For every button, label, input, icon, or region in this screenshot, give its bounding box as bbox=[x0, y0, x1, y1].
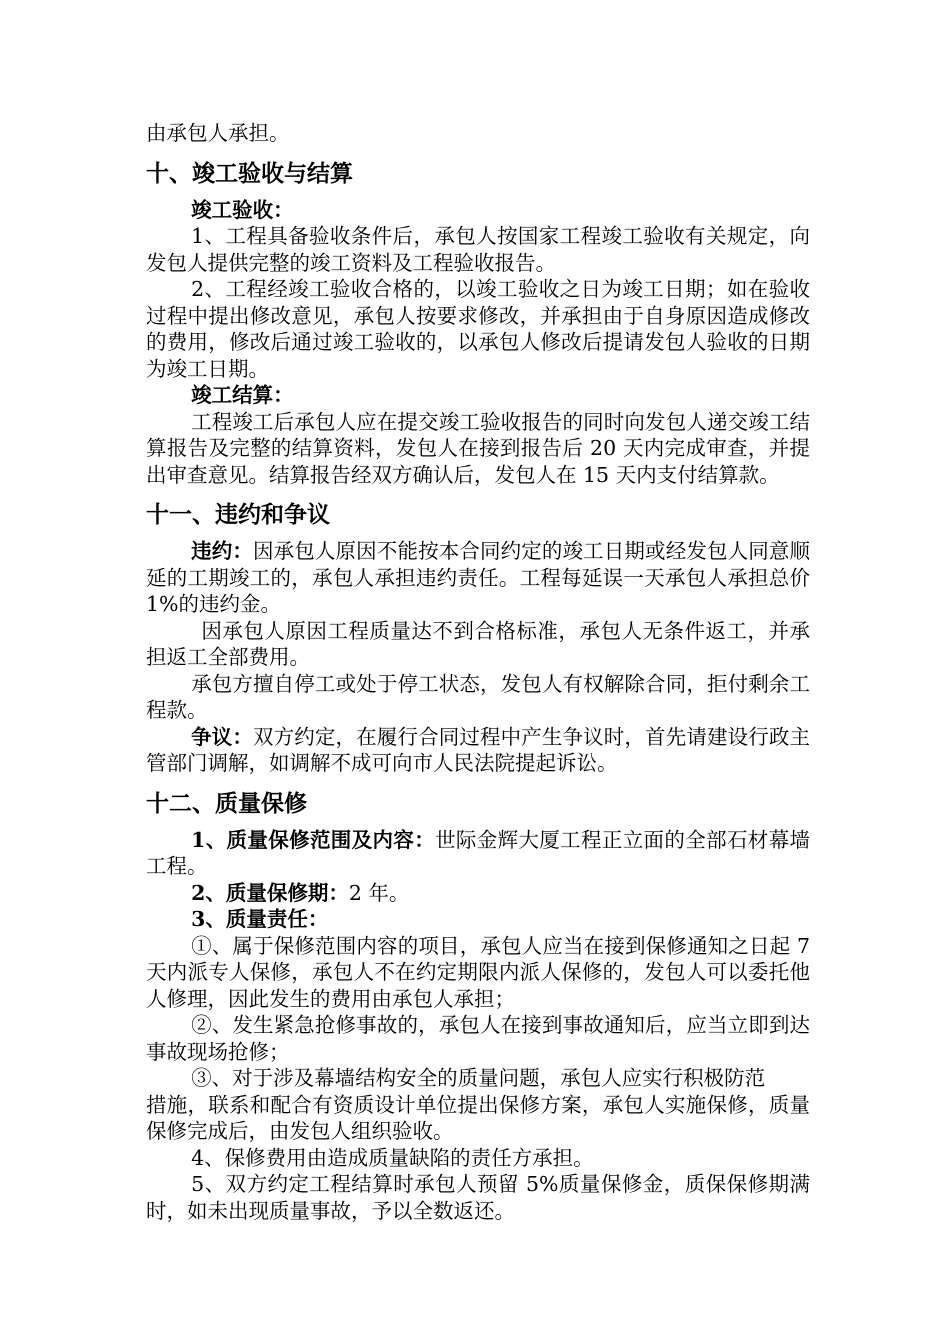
subheading-completion-acceptance: 竣工验收： bbox=[191, 197, 294, 222]
warranty-scope-text: 世际金辉大厦工程正立面的全部石材幕墙工程。 bbox=[146, 827, 811, 878]
paragraph-responsibility-3-cont: 措施，联系和配合有资质设计单位提出保修方案，承包人实施保修，质量保修完成后，由发包人组织验收。 bbox=[146, 1092, 810, 1143]
warranty-period-text: 2 年。 bbox=[348, 880, 410, 905]
document-body bbox=[146, 120, 810, 1224]
paragraph-continuation: 由承包人承担。 bbox=[146, 121, 290, 145]
paragraph-responsibility-3: ③、对于涉及幕墙结构安全的质量问题，承包人应实行积极防范 bbox=[191, 1066, 766, 1090]
paragraph-repair-cost: 4、保修费用由造成质量缺陷的责任方承担。 bbox=[191, 1145, 594, 1170]
paragraph-responsibility-2: ②、发生紧急抢修事故的，承包人在接到事故通知后，应当立即到达事故现场抢修； bbox=[146, 1013, 810, 1064]
paragraph-dispute bbox=[146, 724, 810, 777]
paragraph-responsibility-1: ①、属于保修范围内容的项目，承包人应当在接到保修通知之日起 7 天内派专人保修，承包人不在约定期限内派人保修的，发包人可以委托他人修理，因此发生的费用由承包人承担； bbox=[146, 933, 810, 1011]
paragraph-breach-2: 因承包人原因工程质量达不到合格标准，承包人无条件返工，并承担返工全部费用。 bbox=[146, 618, 810, 669]
warranty-period-label: 2、质量保修期： bbox=[191, 880, 349, 905]
section-heading-10: 十、竣工验收与结算 bbox=[146, 160, 353, 187]
warranty-scope-label: 1、质量保修范围及内容： bbox=[191, 827, 436, 852]
paragraph-retention: 5、双方约定工程结算时承包人预留 5%质量保修金，质保保修期满时，如未出现质量事故，予以全数返还。 bbox=[146, 1172, 810, 1223]
breach-label: 违约： bbox=[191, 539, 253, 563]
dispute-label: 争议： bbox=[191, 724, 253, 749]
section-heading-12: 十二、质量保修 bbox=[146, 790, 307, 817]
paragraph-breach-3: 承包方擅自停工或处于停工状态，发包人有权解除合同，拒付剩余工程款。 bbox=[146, 671, 810, 722]
breach-text: 因承包人原因不能按本合同约定的竣工日期或经发包人同意顺延的工期竣工的，承包人承担违约责任。工程每延误一天承包人承担总价 1%的违约金。 bbox=[146, 539, 811, 616]
section-heading-11: 十一、违约和争议 bbox=[146, 502, 330, 528]
paragraph-breach-1 bbox=[146, 538, 810, 618]
subheading-quality-responsibility: 3、质量责任： bbox=[191, 907, 329, 931]
paragraph-acceptance-2: 2、工程经竣工验收合格的，以竣工验收之日为竣工日期；如在验收过程中提出修改意见，承包人按要求修改，并承担由于自身原因造成修改的费用，修改后通过竣工验收的，以承包人修改后提请发包人验收的日期为竣工日期。 bbox=[146, 277, 810, 381]
paragraph-warranty-period bbox=[146, 880, 810, 907]
paragraph-settlement: 工程竣工后承包人应在提交竣工验收报告的同时向发包人递交竣工结算报告及完整的结算资料，发包人在接到报告后 20 天内完成审查，并提出审查意见。结算报告经双方确认后，发包人在 15 天内支付结算款。 bbox=[146, 409, 810, 487]
dispute-text: 双方约定，在履行合同过程中产生争议时，首先请建设行政主管部门调解，如调解不成可向市人民法院提起诉讼。 bbox=[146, 724, 811, 775]
paragraph-warranty-scope bbox=[146, 827, 810, 880]
subheading-completion-settlement: 竣工结算： bbox=[191, 383, 294, 407]
paragraph-acceptance-1: 1、工程具备验收条件后，承包人按国家工程竣工验收有关规定，向发包人提供完整的竣工资料及工程验收报告。 bbox=[146, 224, 810, 275]
